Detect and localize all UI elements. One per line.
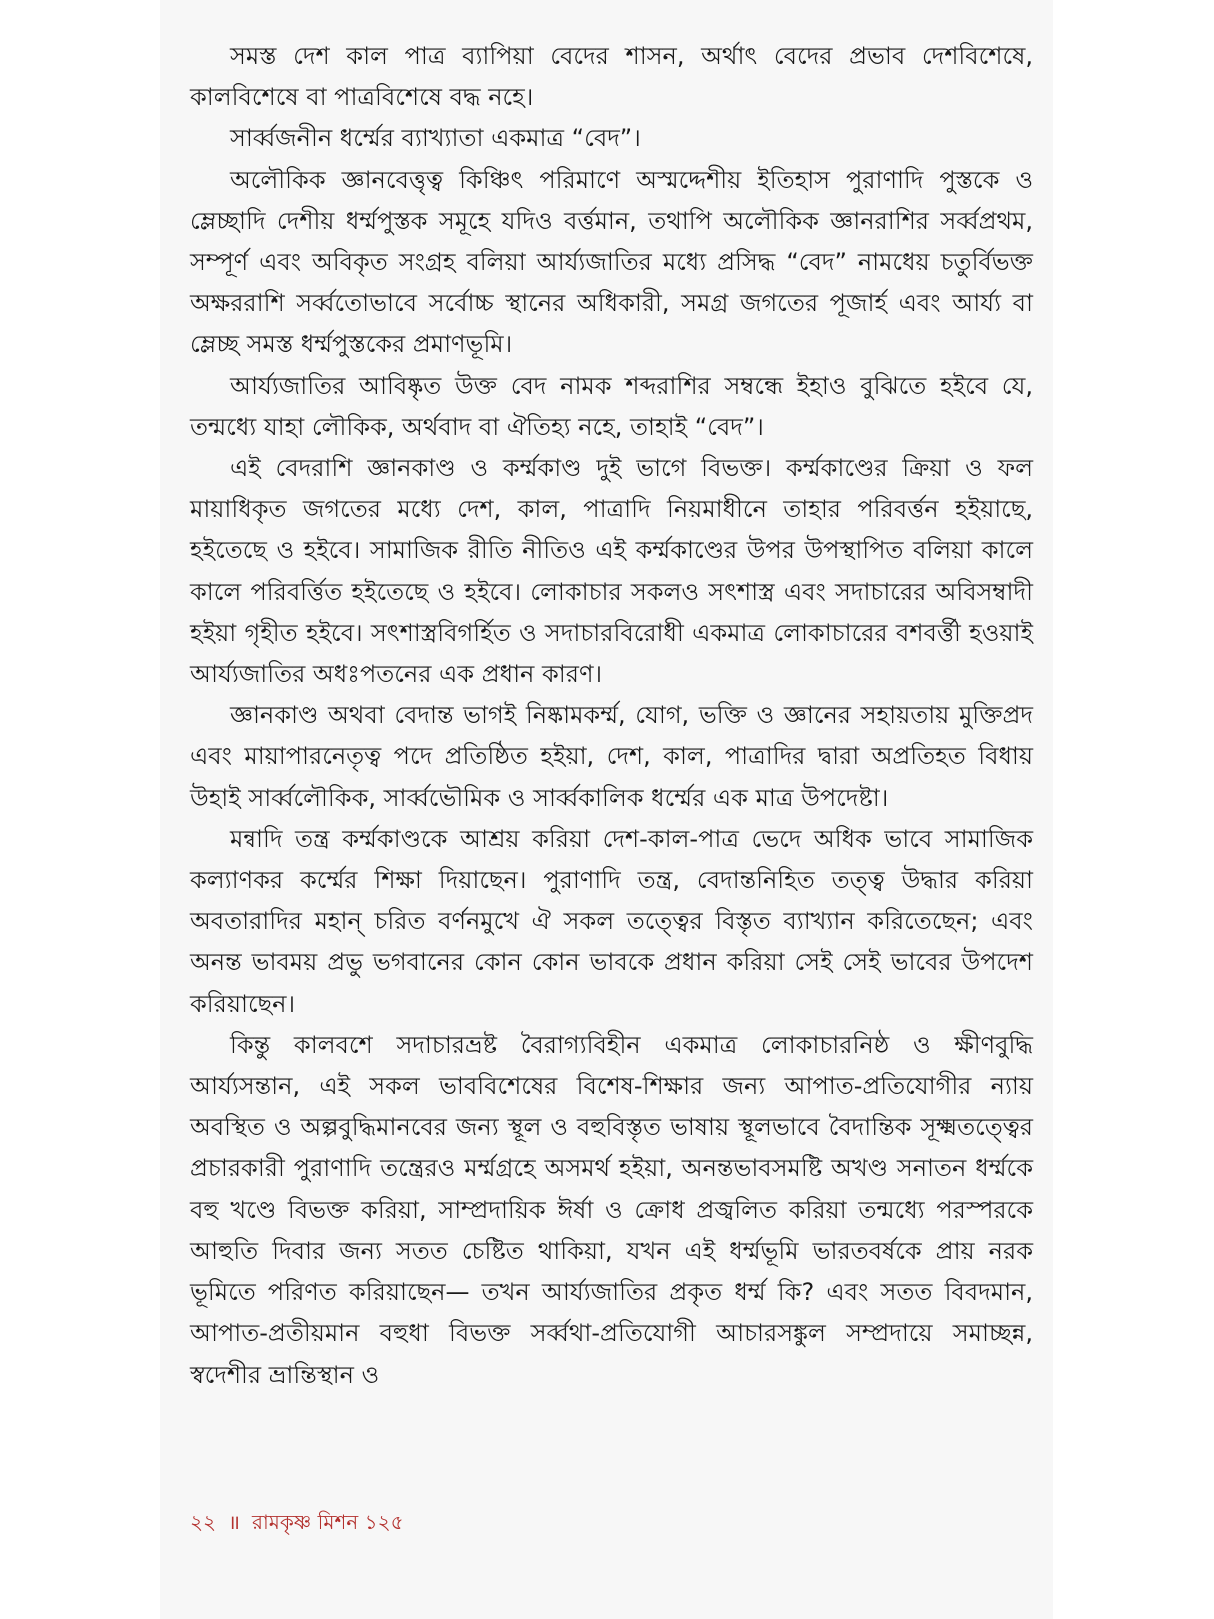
page-number: ২২: [190, 1510, 217, 1534]
paragraph: আর্য্যজাতির আবিষ্কৃত উক্ত বেদ নামক শব্দরাশির সম্বন্ধে ইহাও বুঝিতে হইবে যে, তন্মধ্যে যাহা লৌকিক, অর্থবাদ বা ঐতিহ্য নহে, তাহাই “বেদ”।: [190, 371, 1033, 441]
paragraph: কিন্তু কালবশে সদাচারভ্রষ্ট বৈরাগ্যবিহীন একমাত্র লোকাচারনিষ্ঠ ও ক্ষীণবুদ্ধি আর্য্যসন্তান, এই সকল ভাববিশেষের বিশেষ-শিক্ষার জন্য আপাত-প্রতিযোগীর ন্যায় অবস্থিত ও অল্পবুদ্ধিমানবের জন্য স্থূল ও বহুবিস্তৃত ভাষায় স্থূলভাবে বৈদান্তিক সূক্ষ্মতত্ত্বের প্রচারকারী পুরাণাদি তন্ত্রেরও মর্ম্মগ্রহে অসমর্থ হইয়া, অনন্তভাবসমষ্টি অখণ্ড সনাতন ধর্ম্মকে বহু খণ্ডে বিভক্ত করিয়া, সাম্প্রদায়িক ঈর্ষা ও ক্রোধ প্রজ্বলিত করিয়া তন্মধ্যে পরস্পরকে আহুতি দিবার জন্য সতত চেষ্টিত থাকিয়া, যখন এই ধর্ম্মভূমি ভারতবর্ষকে প্রায় নরক ভূমিতে পরিণত করিয়াছেন— তখন আর্য্যজাতির প্রকৃত ধর্ম্ম কি? এবং সতত বিবদমান, আপাত-প্রতীয়মান বহুধা বিভক্ত সর্ব্বথা-প্রতিযোগী আচারসঙ্কুল সম্প্রদায়ে সমাচ্ছন্ন, স্বদেশীর ভ্রান্তিস্থান ও: [190, 1030, 1033, 1389]
paragraph: অলৌকিক জ্ঞানবেত্তৃত্ব কিঞ্চিৎ পরিমাণে অস্মদ্দেশীয় ইতিহাস পুরাণাদি পুস্তকে ও ম্লেচ্ছাদি দেশীয় ধর্ম্মপুস্তক সমূহে যদিও বর্ত্তমান, তথাপি অলৌকিক জ্ঞানরাশির সর্ব্বপ্রথম, সম্পূর্ণ এবং অবিকৃত সংগ্রহ বলিয়া আর্য্যজাতির মধ্যে প্রসিদ্ধ “বেদ” নামধেয় চতুর্বিভক্ত অক্ষররাশি সর্ব্বতোভাবে সর্বোচ্চ স্থানের অধিকারী, সমগ্র জগতের পূজার্হ এবং আর্য্য বা ম্লেচ্ছ সমস্ত ধর্ম্মপুস্তকের প্রমাণভূমি।: [190, 165, 1033, 359]
footer-separator: ॥: [228, 1510, 240, 1534]
paragraph: এই বেদরাশি জ্ঞানকাণ্ড ও কর্ম্মকাণ্ড দুই ভাগে বিভক্ত। কর্ম্মকাণ্ডের ক্রিয়া ও ফল মায়াধিকৃত জগতের মধ্যে দেশ, কাল, পাত্রাদি নিয়মাধীনে তাহার পরিবর্ত্তন হইয়াছে, হইতেছে ও হইবে। সামাজিক রীতি নীতিও এই কর্ম্মকাণ্ডের উপর উপস্থাপিত বলিয়া কালে কালে পরিবর্ত্তিত হইতেছে ও হইবে। লোকাচার সকলও সৎশাস্ত্র এবং সদাচারের অবিসম্বাদী হইয়া গৃহীত হইবে। সৎশাস্ত্রবিগর্হিত ও সদাচারবিরোধী একমাত্র লোকাচারের বশবর্ত্তী হওয়াই আর্য্যজাতির অধঃপতনের এক প্রধান কারণ।: [190, 454, 1033, 689]
paragraph: মন্বাদি তন্ত্র কর্ম্মকাণ্ডকে আশ্রয় করিয়া দেশ-কাল-পাত্র ভেদে অধিক ভাবে সামাজিক কল্যাণকর কর্ম্মের শিক্ষা দিয়াছেন। পুরাণাদি তন্ত্র, বেদান্তনিহিত তত্ত্ব উদ্ধার করিয়া অবতারাদির মহান্ চরিত বর্ণনমুখে ঐ সকল তত্ত্বের বিস্তৃত ব্যাখ্যান করিতেছেন; এবং অনন্ত ভাবময় প্রভু ভগবানের কোন কোন ভাবকে প্রধান করিয়া সেই সেই ভাবের উপদেশ করিয়াছেন।: [190, 824, 1033, 1018]
body-text: [190, 36, 1033, 1396]
paragraph: সমস্ত দেশ কাল পাত্র ব্যাপিয়া বেদের শাসন, অর্থাৎ বেদের প্রভাব দেশবিশেষে, কালবিশেষে বা পাত্রবিশেষে বদ্ধ নহে।: [190, 42, 1033, 112]
paragraph: জ্ঞানকাণ্ড অথবা বেদান্ত ভাগই নিষ্কামকর্ম্ম, যোগ, ভক্তি ও জ্ঞানের সহায়তায় মুক্তিপ্রদ এবং মায়াপারনেতৃত্ব পদে প্রতিষ্ঠিত হইয়া, দেশ, কাল, পাত্রাদির দ্বারা অপ্রতিহত বিধায় উহাই সার্ব্বলৌকিক, সার্ব্বভৌমিক ও সার্ব্বকালিক ধর্ম্মের এক মাত্র উপদেষ্টা।: [190, 701, 1033, 812]
footer-title: রামকৃষ্ণ মিশন ১২৫: [252, 1510, 404, 1534]
page-footer: [190, 1508, 404, 1541]
paragraph: সার্ব্বজনীন ধর্ম্মের ব্যাখ্যাতা একমাত্র “বেদ”।: [230, 124, 641, 153]
